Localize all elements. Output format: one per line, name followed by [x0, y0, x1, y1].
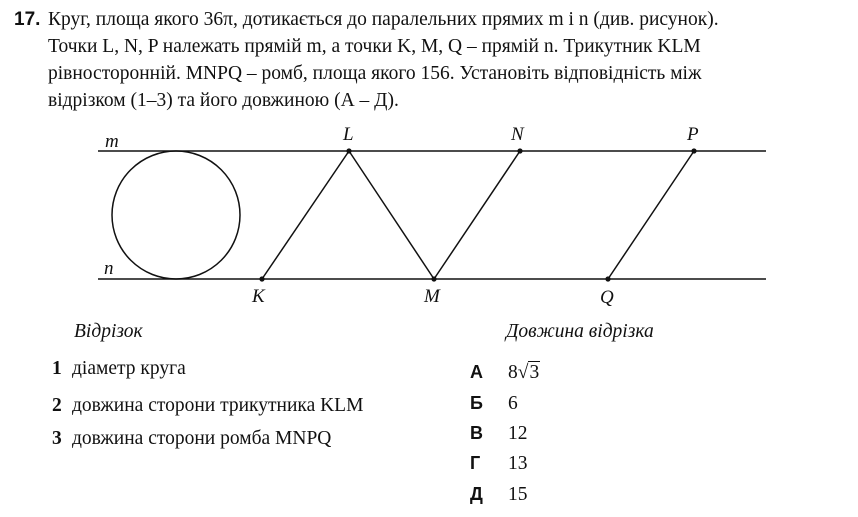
segment-kl [262, 151, 349, 279]
answer-letter: В [470, 423, 483, 443]
label-point-p: P [687, 124, 699, 145]
answer-letter: А [470, 362, 483, 382]
label-line-n: n [104, 258, 114, 279]
point-p [691, 148, 696, 153]
segment-text: діаметр круга [72, 358, 186, 379]
point-k [259, 276, 264, 281]
answer-letter: Б [470, 393, 483, 413]
segment-index: 1 [52, 358, 62, 379]
tangent-circle [112, 151, 240, 279]
point-m [431, 276, 436, 281]
segments-column-header: Відрізок [74, 321, 143, 342]
label-line-m: m [105, 131, 119, 152]
segment-item-2 [52, 394, 363, 418]
label-point-k: K [252, 286, 265, 307]
answer-value: 15 [508, 484, 528, 505]
answer-value: 6 [508, 393, 518, 414]
segment-index: 3 [52, 428, 62, 449]
problem-text-line-4: відрізком (1–3) та його довжиною (А – Д). [48, 90, 399, 111]
problem-text-line-3: рівносторонній. MNPQ – ромб, площа якого 156. Установіть відповідність між [48, 63, 702, 84]
segment-item-1 [52, 357, 186, 381]
answer-value: 13 [508, 453, 528, 474]
answer-option-b [470, 391, 518, 416]
point-l [346, 148, 351, 153]
sqrt-sign: √3 [517, 362, 540, 383]
lengths-column-header: Довжина відрізка [506, 321, 654, 342]
answer-letter: Г [470, 453, 481, 473]
answer-value-prefix: 8 [508, 362, 518, 383]
label-point-n: N [511, 124, 524, 145]
segment-item-3 [52, 427, 331, 451]
problem-text-line-2: Точки L, N, P належать прямій m, а точки K, M, Q – прямій n. Трикутник KLM [48, 36, 701, 57]
problem-text-line-1: Круг, площа якого 36π, дотикається до паралельних прямих m і n (див. рисунок). [48, 9, 719, 30]
segment-lm [349, 151, 434, 279]
answer-value: 12 [508, 423, 528, 444]
segment-pq [608, 151, 694, 279]
segment-mn [434, 151, 520, 279]
answer-option-d [470, 482, 528, 507]
answer-option-h [470, 451, 528, 476]
label-point-l: L [343, 124, 354, 145]
problem-number: 17. [14, 9, 41, 30]
label-point-m: M [424, 286, 440, 307]
segment-text: довжина сторони трикутника KLM [72, 395, 364, 416]
answer-option-a [470, 360, 540, 385]
segment-index: 2 [52, 395, 62, 416]
segment-text: довжина сторони ромба MNPQ [72, 428, 332, 449]
point-n [517, 148, 522, 153]
point-q [605, 276, 610, 281]
answer-letter: Д [470, 484, 483, 504]
label-point-q: Q [600, 287, 614, 308]
answer-value-radicand: 3 [529, 362, 540, 383]
answer-option-v [470, 421, 528, 446]
